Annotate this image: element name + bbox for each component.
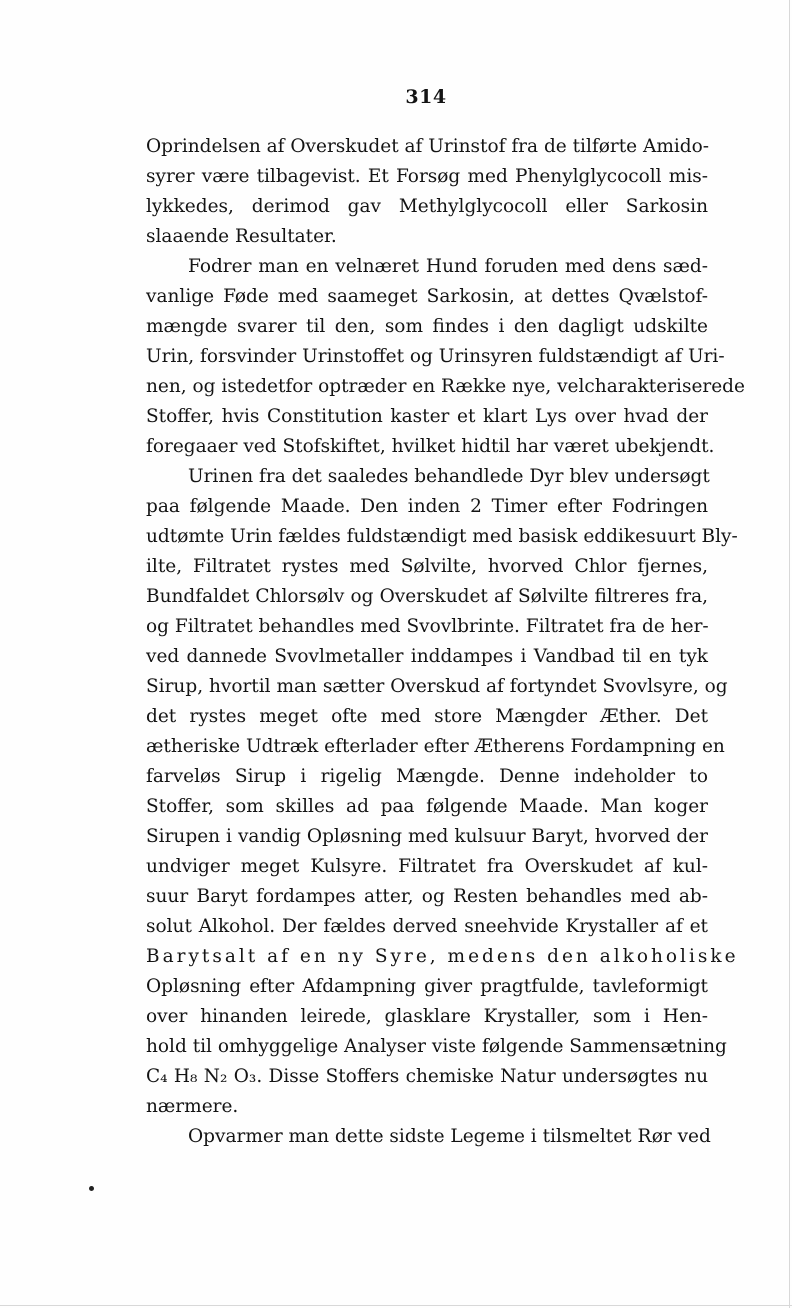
text-line: hold til omhyggelige Analyser viste følgende Sammensætning bbox=[146, 1036, 727, 1057]
text-line: lykkedes, derimod gav Methylglycocoll eller Sarkosin bbox=[146, 196, 708, 217]
text-line: Urin, forsvinder Urinstoffet og Urinsyren fuldstændigt af Uri- bbox=[146, 346, 725, 367]
paragraph bbox=[146, 252, 745, 462]
text-line: Fodrer man en velnæret Hund foruden med dens sæd- bbox=[188, 256, 708, 277]
text-line: udtømte Urin fældes fuldstændigt med basisk eddikesuurt Bly- bbox=[146, 526, 738, 547]
text-line: over hinanden leirede, glasklare Krystaller, som i Hen- bbox=[146, 1006, 708, 1027]
text-line: mængde svarer til den, som findes i den dagligt udskilte bbox=[146, 316, 708, 337]
paragraph bbox=[146, 132, 708, 252]
paragraph bbox=[146, 462, 739, 1122]
text-line: Urinen fra det saaledes behandlede Dyr blev undersøgt bbox=[188, 466, 710, 487]
text-line: solut Alkohol. Der fældes derved sneehvide Krystaller af et bbox=[146, 916, 708, 937]
formula-line: C₄ H₈ N₂ O₃. Disse Stoffers chemiske Natur undersøgtes nu bbox=[146, 1066, 708, 1087]
page-edge-right bbox=[789, 0, 790, 1308]
body-text bbox=[146, 132, 745, 1152]
text-line: slaaende Resultater. bbox=[146, 226, 337, 247]
page-edge-bottom bbox=[0, 1305, 792, 1306]
text-line: Stoffer, som skilles ad paa følgende Maade. Man koger bbox=[146, 796, 708, 817]
text-line: syrer være tilbagevist. Et Forsøg med Phenylglycocoll mis- bbox=[146, 166, 708, 187]
text-line: ilte, Filtratet rystes med Sølvilte, hvorved Chlor fjernes, bbox=[146, 556, 708, 577]
page-number: 314 bbox=[405, 86, 447, 108]
text-line: vanlige Føde med saameget Sarkosin, at dettes Qvælstof- bbox=[146, 286, 708, 307]
text-line: Oprindelsen af Overskudet af Urinstof fra de tilførte Amido- bbox=[146, 136, 710, 157]
text-line: nen, og istedetfor optræder en Række nye, velcharakteriserede bbox=[146, 376, 745, 397]
text-line: foregaaer ved Stofskiftet, hvilket hidtil har været ubekjendt. bbox=[146, 436, 715, 457]
text-line: Barytsalt af en ny Syre, medens den alkoholiske bbox=[146, 946, 739, 967]
text-line: Sirupen i vandig Opløsning med kulsuur Baryt, hvorved der bbox=[146, 826, 708, 847]
text-line: og Filtratet behandles med Svovlbrinte. Filtratet fra de her- bbox=[146, 616, 709, 637]
text-line: paa følgende Maade. Den inden 2 Timer efter Fodringen bbox=[146, 496, 708, 517]
text-line: Stoffer, hvis Constitution kaster et klart Lys over hvad der bbox=[146, 406, 708, 427]
text-line: ved dannede Svovlmetaller inddampes i Vandbad til en tyk bbox=[146, 646, 708, 667]
text-line: farveløs Sirup i rigelig Mængde. Denne indeholder to bbox=[146, 766, 708, 787]
text-line: Sirup, hvortil man sætter Overskud af fortyndet Svovlsyre, og bbox=[146, 676, 728, 697]
ink-speck bbox=[89, 1186, 94, 1191]
text-line: Opvarmer man dette sidste Legeme i tilsmeltet Rør ved bbox=[188, 1126, 711, 1147]
text-line: det rystes meget ofte med store Mængder Æther. Det bbox=[146, 706, 708, 727]
text-line: suur Baryt fordampes atter, og Resten behandles med ab- bbox=[146, 886, 708, 907]
text-line: nærmere. bbox=[146, 1096, 239, 1117]
text-line: Bundfaldet Chlorsølv og Overskudet af Sølvilte filtreres fra, bbox=[146, 586, 708, 607]
text-line: ætheriske Udtræk efterlader efter Ætherens Fordampning en bbox=[146, 736, 725, 757]
paragraph bbox=[146, 1122, 711, 1152]
text-line: undviger meget Kulsyre. Filtratet fra Overskudet af kul- bbox=[146, 856, 708, 877]
text-line: Opløsning efter Afdampning giver pragtfulde, tavleformigt bbox=[146, 976, 708, 997]
